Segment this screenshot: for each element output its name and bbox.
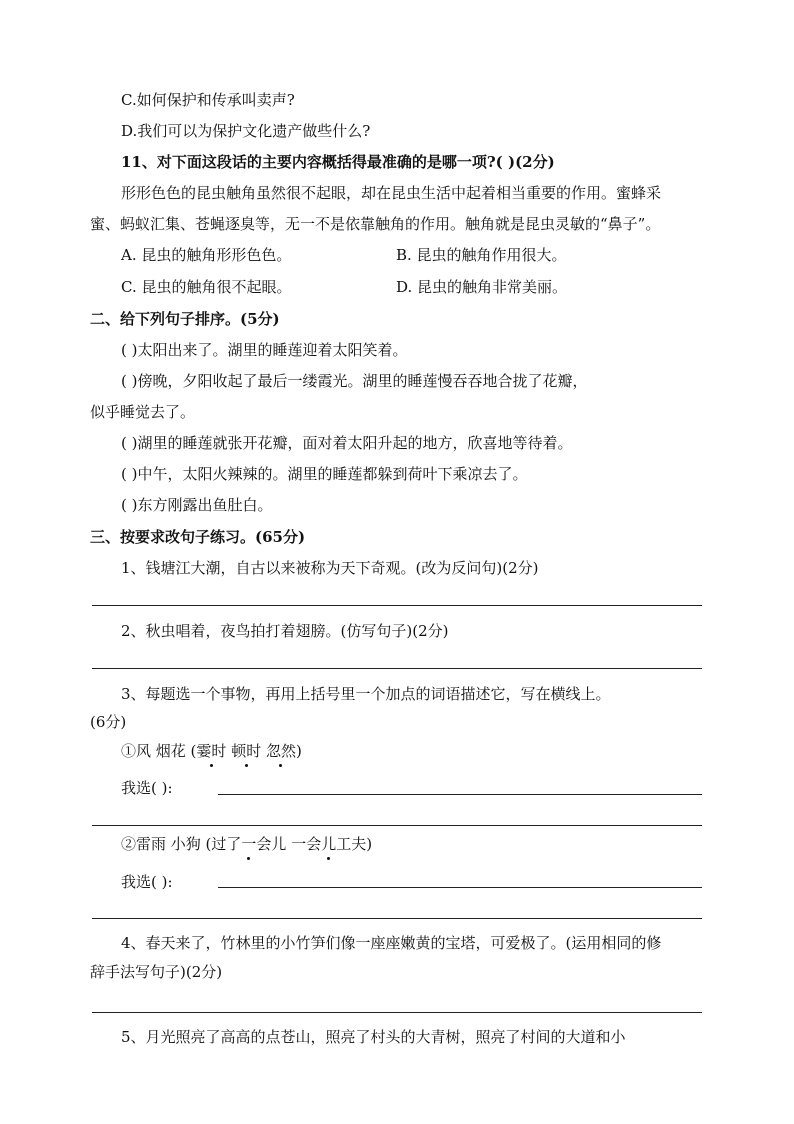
question-11: 11、对下面这段话的主要内容概括得最准确的是哪一项?( )(2分) — [121, 153, 555, 171]
rewrite-question-4-cont: 辞手法写句子)(2分) — [90, 963, 223, 981]
option-d-line: D.我们可以为保护文化遗产做些什么? — [121, 122, 371, 140]
word-choice-prefix: ①风 烟花 ( — [121, 742, 197, 760]
passage-line: 形形色色的昆虫触角虽然很不起眼，却在昆虫生活中起着相当重要的作用。蜜蜂采 — [121, 184, 662, 202]
ordering-item: ( )中午，太阳火辣辣的。湖里的睡莲都躲到荷叶下乘凉去了。 — [121, 465, 528, 483]
answer-line[interactable] — [92, 825, 702, 826]
choice-b: B. 昆虫的触角作用很大。 — [396, 246, 567, 264]
dotted-word: 霎时 — [196, 742, 227, 760]
ordering-item: ( )太阳出来了。湖里的睡莲迎着太阳笑着。 — [121, 341, 408, 359]
choice-c: C. 昆虫的触角很不起眼。 — [121, 278, 292, 296]
section-3-heading: 三、按要求改句子练习。(65分) — [90, 528, 306, 546]
ordering-item: ( )傍晚，夕阳收起了最后一缕霞光。湖里的睡莲慢吞吞地合拢了花瓣， — [121, 372, 588, 390]
rewrite-question-2: 2、秋虫唱着，夜鸟拍打着翅膀。(仿写句子)(2分) — [121, 622, 449, 640]
option-c-line: C.如何保护和传承叫卖声? — [121, 91, 295, 109]
section-2-heading: 二、给下列句子排序。(5分) — [90, 310, 280, 328]
answer-line[interactable] — [218, 794, 702, 795]
word-choice-row-2 — [121, 834, 372, 854]
answer-line[interactable] — [92, 605, 702, 606]
answer-line[interactable] — [92, 918, 702, 919]
ordering-item: ( )湖里的睡莲就张开花瓣，面对着太阳升起的地方，欣喜地等待着。 — [121, 434, 573, 452]
word-choice-suffix: ) — [296, 742, 302, 760]
answer-line[interactable] — [92, 1012, 702, 1013]
word-choice-row-1 — [121, 741, 302, 761]
rewrite-question-4: 4、春天来了，竹林里的小竹笋们像一座座嫩黄的宝塔，可爱极了。(运用相同的修 — [121, 934, 662, 952]
ordering-item: ( )东方刚露出鱼肚白。 — [121, 496, 273, 514]
choice-d: D. 昆虫的触角非常美丽。 — [396, 278, 568, 296]
word-choice-prefix: ②雷雨 小狗 ( — [121, 835, 212, 853]
ordering-item-continued: 似乎睡觉去了。 — [90, 403, 196, 421]
dotted-word: 过了一会儿 — [211, 835, 287, 853]
rewrite-question-5: 5、月光照亮了高高的点苍山，照亮了村头的大青树，照亮了村间的大道和小 — [121, 1028, 626, 1046]
rewrite-question-1: 1、钱塘江大潮，自古以来被称为天下奇观。(改为反问句)(2分) — [121, 559, 539, 577]
passage-line: 蜜、蚂蚁汇集、苍蝇逐臭等，无一不是依靠触角的作用。触角就是昆虫灵敏的“鼻子”。 — [90, 215, 661, 233]
choice-a: A. 昆虫的触角形形色色。 — [121, 246, 292, 264]
dotted-word: 顿时 — [231, 742, 262, 760]
rewrite-question-3-score: (6分) — [90, 713, 127, 731]
rewrite-question-3: 3、每题选一个事物，再用上括号里一个加点的词语描述它，写在横线上。 — [121, 685, 611, 703]
dotted-word: 忽然 — [265, 742, 296, 760]
dotted-word: 一会儿工夫 — [291, 835, 367, 853]
choose-label: 我选( ): — [121, 873, 173, 891]
choose-label: 我选( ): — [121, 779, 173, 797]
answer-line[interactable] — [92, 668, 702, 669]
answer-line[interactable] — [218, 887, 702, 888]
word-choice-suffix: ) — [366, 835, 373, 853]
